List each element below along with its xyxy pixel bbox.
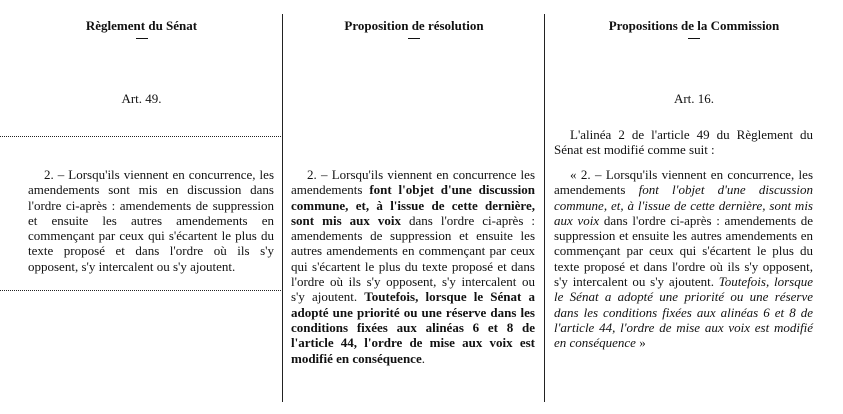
proposition-text (291, 167, 535, 366)
column-proposition (283, 0, 545, 414)
dotted-separator (0, 136, 283, 137)
column-header-proposition: Proposition de résolution (344, 18, 484, 33)
text-segment: 2. – Lorsqu'ils viennent en concurrence les amendements (291, 167, 535, 198)
header-dash (136, 38, 148, 39)
added-text-italic: Toutefois, lorsque le Sénat a adopté une priorité ou une réserve dans les conditions fixées aux alinéas 6 et 8 de l'article 44, l'ordre de mise aux voix est modifié en conséquence (554, 274, 813, 351)
text-segment: . (421, 350, 425, 366)
column-commission (545, 0, 843, 414)
header-dash (408, 38, 420, 39)
article-text: 2. – Lorsqu'ils viennent en concurrence, les amendements sont mis en discussion dans l'ordre ci-après : amendements de suppression et ensuite les autres amendements en commençant par ceux qui s'écartent le plus du texte proposé et dans l'ordre où ils s'y opposent, s'y intercalent ou s'y ajoutent. (28, 167, 274, 274)
text-segment: dans l'ordre ci-après : amendements de suppression et ensuite les autres amendements en commençant par ceux qui s'écartent le plus du texte proposé et dans l'ordre où ils s'y opposent, s'y intercalent ou s'y ajoutent. (291, 212, 535, 305)
added-text-bold: Toutefois, lorsque le Sénat a adopté une priorité ou une réserve dans les conditions fixées aux alinéas 6 et 8 de l'article 44, l'ordre de mise aux voix est modifié en conséquence (291, 289, 535, 366)
column-header-commission: Propositions de la Commission (608, 18, 780, 33)
header-dash (688, 38, 700, 39)
article-number: Art. 49. (121, 91, 162, 106)
modified-text-bold: font l'objet d'une discussion commune, et, à l'issue de cette dernière, sont mis aux voix (291, 182, 535, 228)
modified-text-italic: font l'objet d'une discussion commune, et, à l'issue de cette dernière, sont mis aux voix (554, 182, 813, 228)
text-segment: » (635, 335, 646, 351)
article-number: Art. 16. (673, 91, 715, 106)
text-segment: « 2. – Lorsqu'ils viennent en concurrence, les amendements (554, 167, 813, 198)
text-segment: dans l'ordre ci-après : amendements de suppression et ensuite les autres amendements en commençant par ceux qui s'écartent le plus du texte proposé et dans l'ordre où ils s'y opposent, s'y intercalent ou s'y ajoutent. (554, 212, 813, 290)
dotted-separator (0, 290, 283, 291)
column-reglement (0, 0, 283, 414)
commission-intro: L'alinéa 2 de l'article 49 du Règlement du Sénat est modifié comme suit : (554, 127, 813, 158)
column-header-reglement: Règlement du Sénat (85, 18, 198, 33)
commission-text (554, 167, 813, 351)
